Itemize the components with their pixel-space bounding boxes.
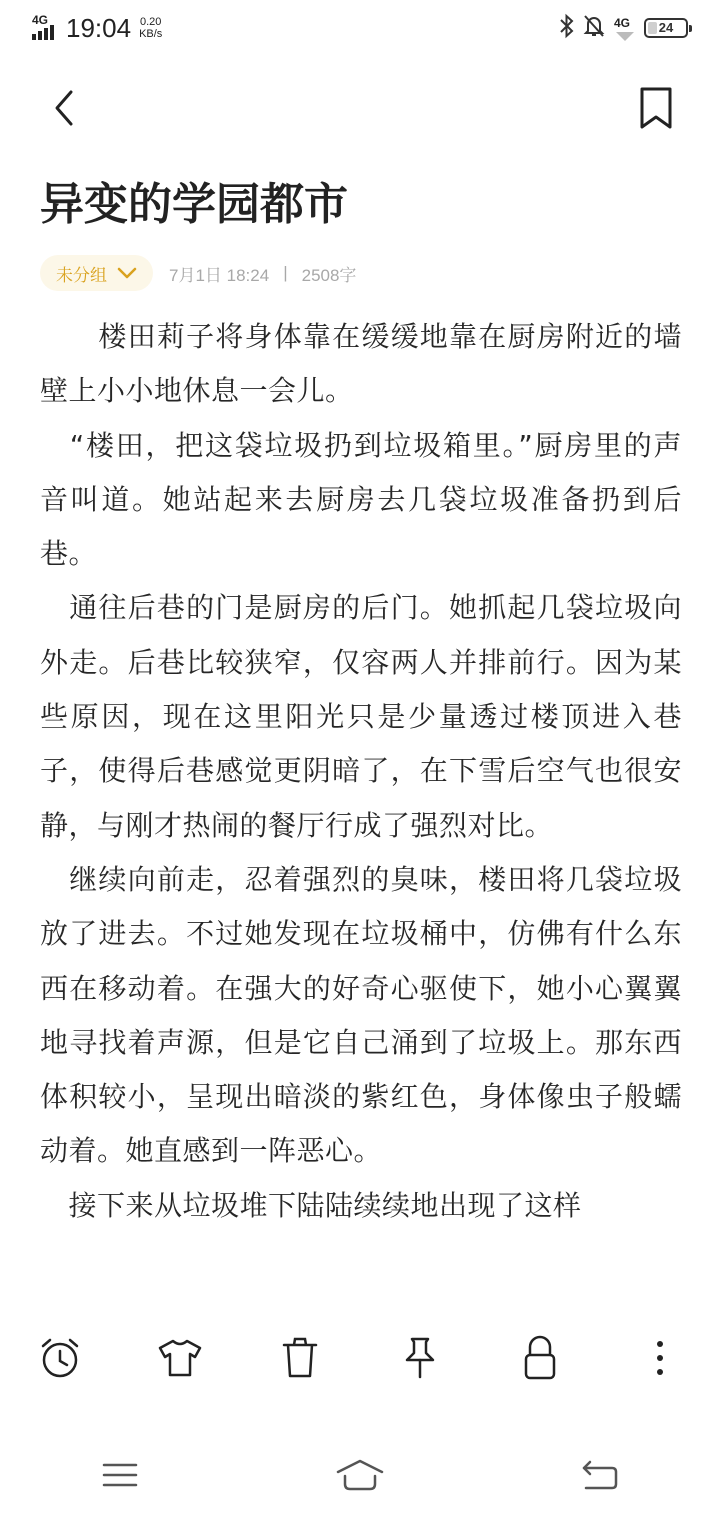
group-label: 未分组 [56, 265, 107, 286]
system-nav-bar [0, 1430, 720, 1520]
meta-info [169, 261, 356, 286]
bluetooth-icon [558, 13, 576, 44]
status-bar [0, 0, 720, 56]
recent-apps-button[interactable] [80, 1445, 160, 1505]
back-nav-icon [580, 1458, 620, 1492]
paragraph: 楼田莉子将身体靠在缓缓地靠在厨房附近的墙壁上小小地休息一会儿。 [40, 320, 682, 408]
network-type-left: 4G [32, 13, 49, 27]
lock-icon [522, 1335, 558, 1381]
pin-icon [400, 1336, 440, 1380]
status-left [32, 12, 162, 44]
cellular-signal-icon [32, 14, 58, 42]
note-toolbar [0, 1310, 720, 1405]
word-count: 2508字 [301, 265, 357, 285]
top-nav [0, 70, 720, 140]
mute-bell-icon [582, 13, 606, 44]
battery-level: 24 [658, 20, 674, 35]
back-button[interactable] [36, 80, 92, 136]
chevron-left-icon [49, 88, 79, 128]
paragraph: “楼田，把这袋垃圾扔到垃圾箱里。”厨房里的声音叫道。她站起来去厨房去几袋垃圾准备扔到后巷。 [40, 428, 682, 571]
group-selector[interactable] [40, 255, 153, 291]
more-vertical-icon [654, 1338, 666, 1378]
paragraph: 继续向前走，忍着强烈的臭味，楼田将几袋垃圾放了进去。不过她发现在垃圾桶中，仿佛有什么东西在移动着。在强大的好奇心驱使下，她小心翼翼地寻找着声源，但是它自己涌到了垃圾上。那东西体积较小，呈现出暗淡的紫红色，身体像虫子般蠕动着。她直感到一阵恶心。 [40, 862, 682, 1168]
skin-button[interactable] [145, 1323, 215, 1393]
paragraph: 通往后巷的门是厨房的后门。她抓起几袋垃圾向外走。后巷比较狭窄，仅容两人并排前行。因为某些原因，现在这里阳光只是少量透过楼顶进入巷子，使得后巷感觉更阴暗了，在下雪后空气也很安静，与刚才热闹的餐厅行成了强烈对比。 [40, 591, 682, 842]
cellular-signal-2-icon [612, 14, 638, 42]
network-speed-unit: KB/s [139, 28, 163, 40]
tshirt-icon [157, 1337, 203, 1379]
back-nav-button[interactable] [560, 1445, 640, 1505]
trash-icon [280, 1336, 320, 1380]
note-meta [40, 253, 356, 293]
lock-button[interactable] [505, 1323, 575, 1393]
note-content[interactable] [40, 310, 682, 1310]
meta-separator: | [283, 263, 288, 282]
alarm-clock-icon [38, 1336, 82, 1380]
note-title: 异变的学园都市 [40, 179, 348, 230]
home-icon [334, 1458, 386, 1492]
home-button[interactable] [320, 1445, 400, 1505]
chevron-down-icon [117, 266, 137, 280]
clock: 19:04 [66, 13, 132, 43]
delete-button[interactable] [265, 1323, 335, 1393]
network-type-right: 4G [614, 16, 631, 30]
note-date: 7月1日 18:24 [169, 265, 270, 285]
pin-button[interactable] [385, 1323, 455, 1393]
bookmark-icon [638, 86, 674, 130]
more-button[interactable] [625, 1323, 695, 1393]
battery-icon [644, 18, 688, 38]
menu-icon [100, 1460, 140, 1490]
status-right [558, 12, 688, 44]
network-speed-value: 0.20 [139, 16, 162, 28]
bookmark-button[interactable] [628, 80, 684, 136]
paragraph: 接下来从垃圾堆下陆陆续续地出现了这样 [40, 1188, 582, 1222]
network-speed [139, 16, 162, 40]
reminder-button[interactable] [25, 1323, 95, 1393]
